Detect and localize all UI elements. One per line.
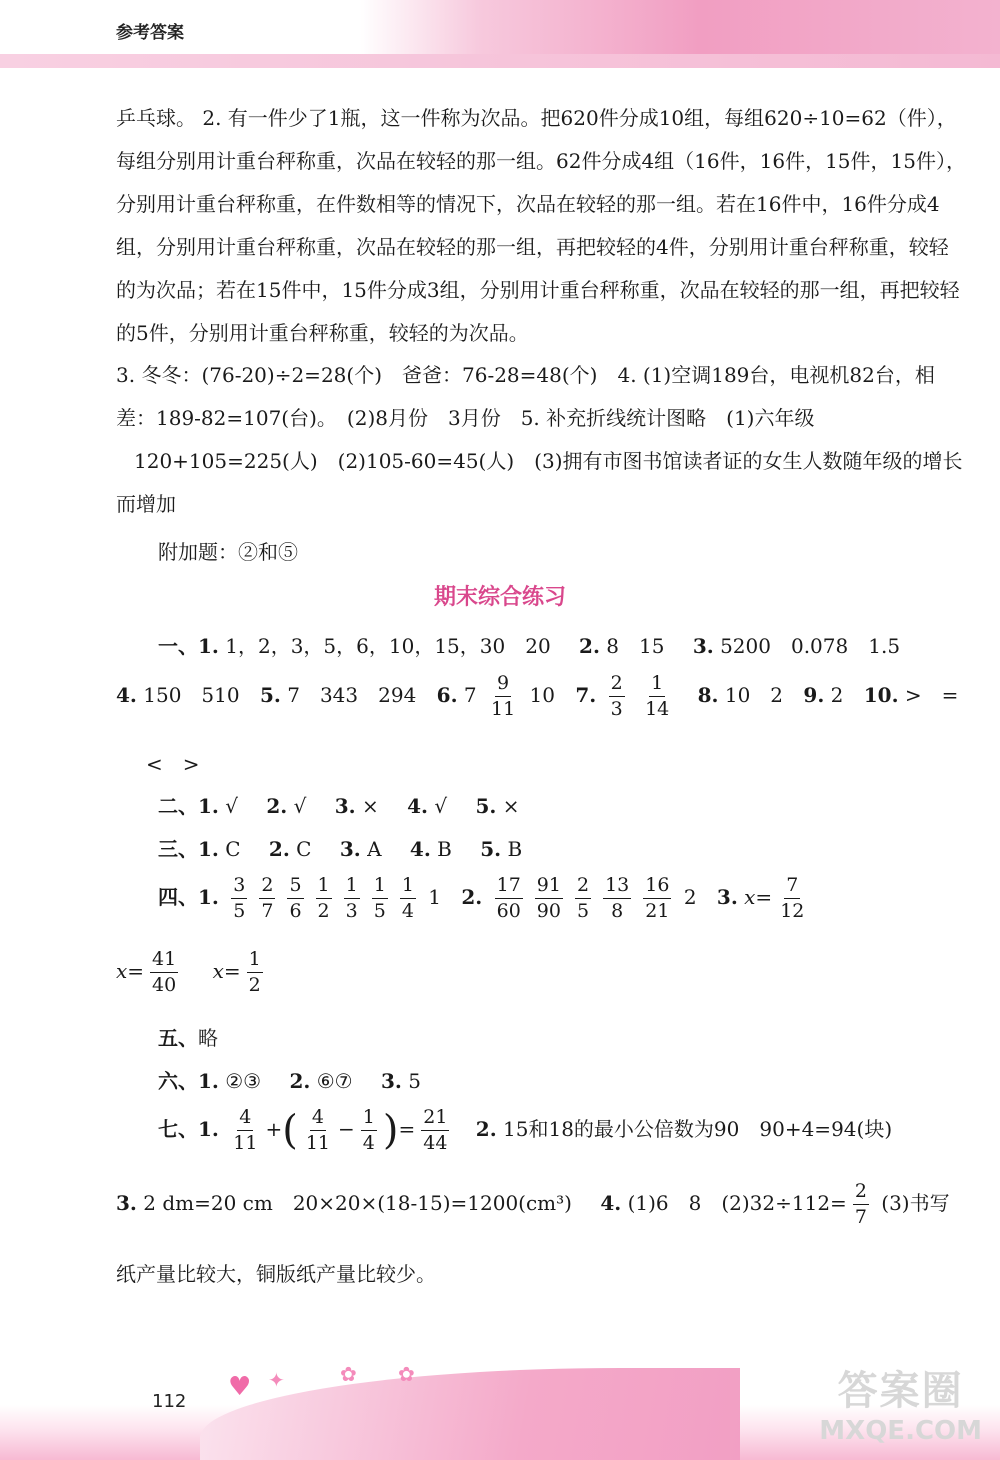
part7-row1: 七、1. $\frac{4}{11}$ +( $\frac{4}{11}$ − $\frac{1}{4}$ )= $\frac{21}{44}$ 2. 15和18的最小公倍数为90 90+4=94(块): [158, 1106, 893, 1154]
p1-q2-num: 2.: [579, 634, 600, 658]
bonus-answer: 附加题：②和⑤: [158, 540, 298, 564]
p4-q1-frac-4: $\frac{1}{2}$: [317, 874, 330, 922]
heart-decoration-icon: ♥: [228, 1372, 252, 1402]
part3-row: [158, 833, 522, 862]
p2-q1-val: √: [225, 794, 238, 818]
p1-q1-num: 1.: [198, 634, 219, 658]
p1-q9-val: 2: [830, 683, 844, 707]
p4-q1-fractions: [225, 874, 422, 922]
p2-q3-val: ×: [361, 794, 379, 818]
p4-q3-frac1: $\frac{7}{12}$: [780, 874, 805, 922]
p1-q7-frac1: $\frac{2}{3}$: [610, 672, 623, 720]
p7-q1-frac-b: $\frac{4}{11}$: [305, 1106, 330, 1154]
part2-label: 二、: [158, 794, 198, 818]
p4-q1-frac-5: $\frac{1}{3}$: [345, 874, 358, 922]
p1-q7-num: 7.: [575, 683, 597, 707]
p4-q1-frac-1: $\frac{3}{5}$: [233, 874, 246, 922]
p7-q1-frac-r: $\frac{21}{44}$: [423, 1106, 448, 1154]
p6-q1-num: 1.: [198, 1069, 219, 1093]
part4-label: 四、: [158, 885, 198, 909]
p3-q4-val: B: [437, 837, 452, 861]
p3-q2-val: C: [296, 837, 312, 861]
section-title: 期末综合练习: [433, 585, 566, 610]
p3-q1-num: 1.: [198, 837, 219, 861]
watermark: [819, 1359, 982, 1446]
p6-q2-val: ⑥⑦: [316, 1069, 353, 1093]
p1-q6-num: 6.: [436, 683, 458, 707]
p2-q5-val: ×: [502, 794, 520, 818]
p4-x-eq-2: x=: [116, 959, 145, 983]
p1-q5-num: 5.: [259, 683, 281, 707]
p1-q10-num: 10.: [863, 683, 899, 707]
part1-label: 一、: [158, 634, 198, 658]
p4-q1-tail: 1: [428, 885, 441, 909]
part6-label: 六、: [158, 1069, 198, 1093]
part5-val: 略: [198, 1026, 218, 1050]
part1-row3: < >: [146, 752, 200, 776]
p4-q3-frac2: $\frac{41}{40}$: [152, 948, 177, 996]
p4-q3-num: 3.: [716, 885, 738, 909]
p1-q4-num: 4.: [116, 683, 137, 707]
p3-q5-num: 5.: [480, 837, 502, 861]
p7-q3-val: 2 dm=20 cm 20×20×(18-15)=1200(cm³): [143, 1191, 572, 1215]
p2-q4-val: √: [434, 794, 448, 818]
p4-q2-frac-2: $\frac{91}{90}$: [536, 874, 561, 922]
p1-q3-num: 3.: [692, 634, 714, 658]
p1-q10-val: > =: [904, 683, 959, 707]
star-decoration-icon: ✦: [268, 1368, 285, 1392]
p2-q3-num: 3.: [334, 794, 356, 818]
p7-q1-frac-a: $\frac{4}{11}$: [233, 1106, 258, 1154]
header-label: 参考答案: [116, 23, 184, 43]
watermark-line2: MXQE.COM: [819, 1416, 982, 1446]
star-decoration-icon-2: ✿: [340, 1362, 357, 1386]
part4-row2: [116, 950, 269, 995]
p1-q5-val: 7 343 294: [287, 683, 417, 707]
p2-q4-num: 4.: [407, 794, 428, 818]
part5-row: [158, 1022, 218, 1051]
p4-q1-frac-7: $\frac{1}{4}$: [401, 874, 414, 922]
p1-q2-val: 8 15: [606, 634, 665, 658]
p4-q2-frac-3: $\frac{2}{5}$: [576, 874, 590, 922]
p4-q2-num: 2.: [461, 885, 483, 909]
p1-q6-val2: 10: [529, 683, 555, 707]
p4-x-eq-1: x=: [744, 885, 773, 909]
part7-row2: [116, 1182, 950, 1227]
p4-q2-tail: 2: [683, 885, 697, 909]
p4-q1-frac-6: $\frac{1}{5}$: [373, 874, 386, 922]
p4-q1-frac-2: $\frac{2}{7}$: [261, 874, 274, 922]
p3-q4-num: 4.: [409, 837, 431, 861]
p6-q2-num: 2.: [289, 1069, 311, 1093]
p1-q6-val1: 7: [463, 683, 477, 707]
p1-q8-val: 10 2: [724, 683, 784, 707]
p1-q7-frac2: $\frac{1}{14}$: [645, 672, 670, 720]
watermark-line1: 答案圈: [837, 1368, 964, 1414]
answer-paragraph-1: 乒乓球。 2. 有一件少了1瓶，这一件称为次品。把620件分成10组，每组620÷10=62（件），每组分别用计重台秤称重，次品在较轻的那一组。62件分成4组（16件，16件，15件，15件），分别用计重台秤称重，在件数相等的情况下，次品在较轻的那一组。若在16件中，16件分成4组，分别用计重台秤称重，次品在较轻的那一组，再把较轻的4件，分别用计重台秤称重，较轻的为次品；若在15件中，15件分成3组，分别用计重台秤称重，次品在较轻的那一组，再把较轻的5件，分别用计重台秤称重，较轻的为次品。: [116, 106, 966, 345]
p4-q3-frac3: $\frac{1}{2}$: [248, 948, 261, 996]
star-decoration-icon-3: ✿: [398, 1362, 415, 1386]
p3-q3-num: 3.: [339, 837, 361, 861]
p2-q5-num: 5.: [475, 794, 497, 818]
p4-q2-frac-1: $\frac{17}{60}$: [496, 874, 521, 922]
part1-row2: [116, 674, 958, 719]
p7-q1-frac-c: $\frac{1}{4}$: [362, 1106, 375, 1154]
p1-q4-val: 150 510: [143, 683, 240, 707]
answer-paragraph-3: 120+105=225(人) (2)105-60=45(人) (3)拥有市图书馆读者证的女生人数随年级的增长而增加: [116, 449, 963, 516]
part1-row1: [158, 630, 900, 659]
part2-row: [158, 790, 519, 819]
p4-q1-frac-3: $\frac{5}{6}$: [289, 874, 302, 922]
part3-label: 三、: [158, 837, 198, 861]
p7-q1-num: 1.: [198, 1117, 219, 1141]
p6-q3-val: 5: [408, 1069, 421, 1093]
part7-row3: 纸产量比较大，铜版纸产量比较少。: [116, 1262, 436, 1286]
part6-row: [158, 1065, 421, 1094]
page-number: 112: [152, 1391, 187, 1412]
p7-q4-val-a: (1)6 8 (2)32÷112=: [627, 1191, 847, 1215]
p7-q2-num: 2.: [475, 1117, 497, 1141]
p3-q3-val: A: [367, 837, 382, 861]
p3-q5-val: B: [507, 837, 523, 861]
p1-q9-num: 9.: [803, 683, 825, 707]
part5-label: 五、: [158, 1026, 198, 1050]
p2-q2-num: 2.: [266, 794, 288, 818]
p6-q3-num: 3.: [380, 1069, 402, 1093]
p2-q2-val: √: [293, 794, 307, 818]
p1-q8-num: 8.: [697, 683, 719, 707]
p6-q1-val: ②③: [225, 1069, 262, 1093]
p4-q2-fractions: [489, 874, 678, 922]
p1-q3-val: 5200 0.078 1.5: [720, 634, 901, 658]
p4-q2-frac-4: $\frac{13}{8}$: [605, 874, 630, 922]
p4-q2-frac-5: $\frac{16}{21}$: [645, 874, 670, 922]
p3-q2-num: 2.: [268, 837, 290, 861]
p2-q1-num: 1.: [198, 794, 219, 818]
p7-q4-frac: $\frac{2}{7}$: [854, 1180, 867, 1228]
part7-label: 七、: [158, 1117, 198, 1141]
p1-q1-val: 1，2，3，5，6，10，15，30 20: [225, 634, 551, 658]
p7-q3-num: 3.: [116, 1191, 137, 1215]
p3-q1-val: C: [225, 837, 241, 861]
p4-q1-num: 1.: [198, 885, 219, 909]
p4-x-eq-3: x=: [212, 959, 241, 983]
p7-q2-val: 15和18的最小公倍数为90 90+4=94(块): [503, 1117, 893, 1141]
part4-row1: [158, 876, 812, 921]
p7-q4-val-b: (3)书写: [881, 1191, 950, 1215]
p1-q6-frac: $\frac{9}{11}$: [491, 672, 516, 720]
answer-paragraph-2: 3. 冬冬：(76-20)÷2=28(个) 爸爸：76-28=48(个) 4. (1)空调189台，电视机82台，相差：189-82=107(台)。 (2)8月份 3月份 5. 补充折线统计图略 (1)六年级: [116, 363, 935, 430]
p7-q4-num: 4.: [600, 1191, 622, 1215]
